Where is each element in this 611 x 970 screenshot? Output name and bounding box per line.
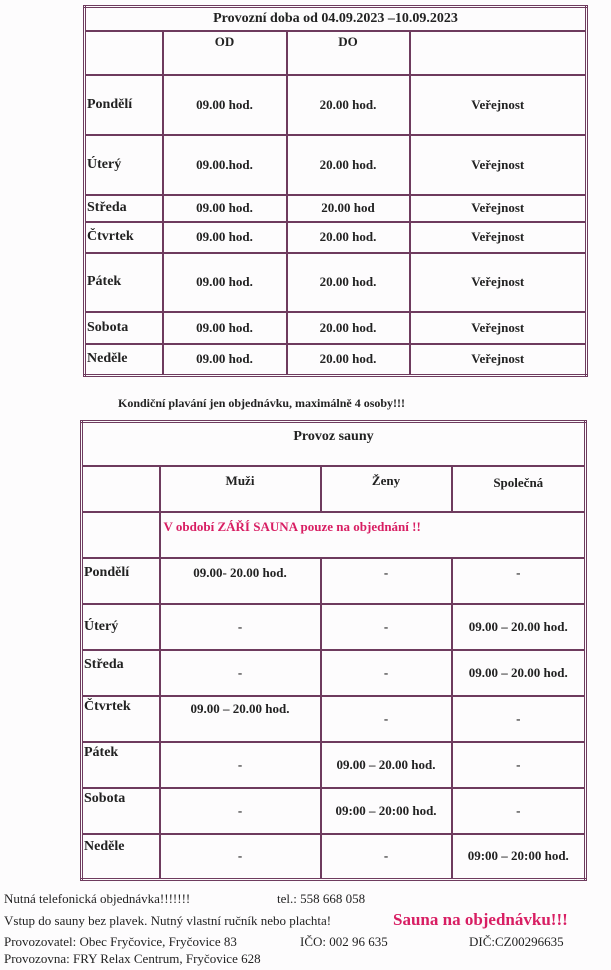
phone-number: tel.: 558 668 058 [277,891,366,906]
sauna-order-notice: Sauna na objednávku!!! [393,910,568,929]
hours-from: 09.00 hod. [163,222,287,253]
sauna-women: - [321,696,452,742]
sauna-title: Provoz sauny [82,422,586,466]
hours-day: Sobota [85,312,163,344]
sauna-men: 09.00- 20.00 hod. [160,558,321,604]
hours-day: Středa [85,195,163,222]
hours-day: Úterý [85,135,163,195]
sauna-day: Sobota [82,788,160,834]
sauna-shared: - [452,788,586,834]
hours-col-od: OD [163,31,287,75]
hours-to: 20.00 hod. [287,312,410,344]
sauna-notice-spacer [82,512,160,558]
sauna-row [82,558,586,604]
phone-note: Nutná telefonická objednávka!!!!!!! [4,891,191,906]
sauna-shared: - [452,742,586,788]
hours-row [85,75,587,135]
hours-corner-cell [85,31,163,75]
sauna-women: - [321,558,452,604]
sauna-women: 09.00 – 20.00 hod. [321,742,452,788]
hours-day: Pátek [85,253,163,312]
hours-from: 09.00 hod. [163,195,287,222]
hours-row [85,253,587,312]
hours-to: 20.00 hod [287,195,410,222]
hours-type: Veřejnost [410,253,587,312]
hours-day: Pondělí [85,75,163,135]
hours-type: Veřejnost [410,312,587,344]
hours-to: 20.00 hod. [287,253,410,312]
hours-day: Neděle [85,344,163,376]
hours-day: Čtvrtek [85,222,163,253]
sauna-row [82,788,586,834]
sauna-col-women: Ženy [321,466,452,512]
sauna-row [82,742,586,788]
sauna-day: Neděle [82,834,160,880]
hours-to: 20.00 hod. [287,344,410,376]
venue-info: Provozovna: FRY Relax Centrum, Fryčovice 628 [4,951,261,966]
sauna-shared: 09:00 – 20:00 hod. [452,834,586,880]
hours-row [85,135,587,195]
hours-to: 20.00 hod. [287,135,410,195]
hours-from: 09.00 hod. [163,253,287,312]
dic-number: DIČ:CZ00296635 [469,934,564,949]
sauna-row [82,696,586,742]
sauna-shared: - [452,558,586,604]
hours-type: Veřejnost [410,135,587,195]
sauna-shared: 09.00 – 20.00 hod. [452,650,586,696]
opening-hours-table [83,5,588,377]
hours-title: Provozní doba od 04.09.2023 –10.09.2023 [85,7,587,31]
hours-type: Veřejnost [410,195,587,222]
sauna-day: Pondělí [82,558,160,604]
sauna-men: - [160,788,321,834]
hours-from: 09.00.hod. [163,135,287,195]
sauna-shared: 09.00 – 20.00 hod. [452,604,586,650]
sauna-row [82,604,586,650]
sauna-women: 09:00 – 20:00 hod. [321,788,452,834]
sauna-col-men: Muži [160,466,321,512]
sauna-day: Čtvrtek [82,696,160,742]
sauna-corner-cell [82,466,160,512]
sauna-women: - [321,604,452,650]
hours-row [85,222,587,253]
hours-from: 09.00 hod. [163,344,287,376]
sauna-day: Středa [82,650,160,696]
entry-note: Vstup do sauny bez plavek. Nutný vlastní ručník nebo plachta! [4,913,332,928]
sauna-men: - [160,604,321,650]
hours-from: 09.00 hod. [163,312,287,344]
sauna-men: - [160,650,321,696]
sauna-notice: V období ZÁŘÍ SAUNA pouze na objednání !! [160,512,586,558]
hours-row [85,344,587,376]
ico-number: IČO: 002 96 635 [300,934,388,949]
sauna-women: - [321,834,452,880]
hours-row [85,312,587,344]
sauna-table [80,420,587,881]
hours-col-do: DO [287,31,410,75]
sauna-day: Úterý [82,604,160,650]
sauna-col-shared: Společná [452,466,586,512]
hours-to: 20.00 hod. [287,222,410,253]
hours-type: Veřejnost [410,344,587,376]
sauna-day: Pátek [82,742,160,788]
sauna-shared: - [452,696,586,742]
sauna-women: - [321,650,452,696]
swimming-note: Kondiční plavání jen objednávku, maximálně 4 osoby!!! [118,396,406,410]
sauna-men: 09.00 – 20.00 hod. [160,696,321,742]
sauna-men: - [160,834,321,880]
hours-col-type [410,31,587,75]
operator-info: Provozovatel: Obec Fryčovice, Fryčovice 83 [4,934,237,949]
sauna-men: - [160,742,321,788]
hours-type: Veřejnost [410,222,587,253]
sauna-row [82,834,586,880]
hours-row [85,195,587,222]
hours-type: Veřejnost [410,75,587,135]
sauna-row [82,650,586,696]
hours-to: 20.00 hod. [287,75,410,135]
hours-from: 09.00 hod. [163,75,287,135]
